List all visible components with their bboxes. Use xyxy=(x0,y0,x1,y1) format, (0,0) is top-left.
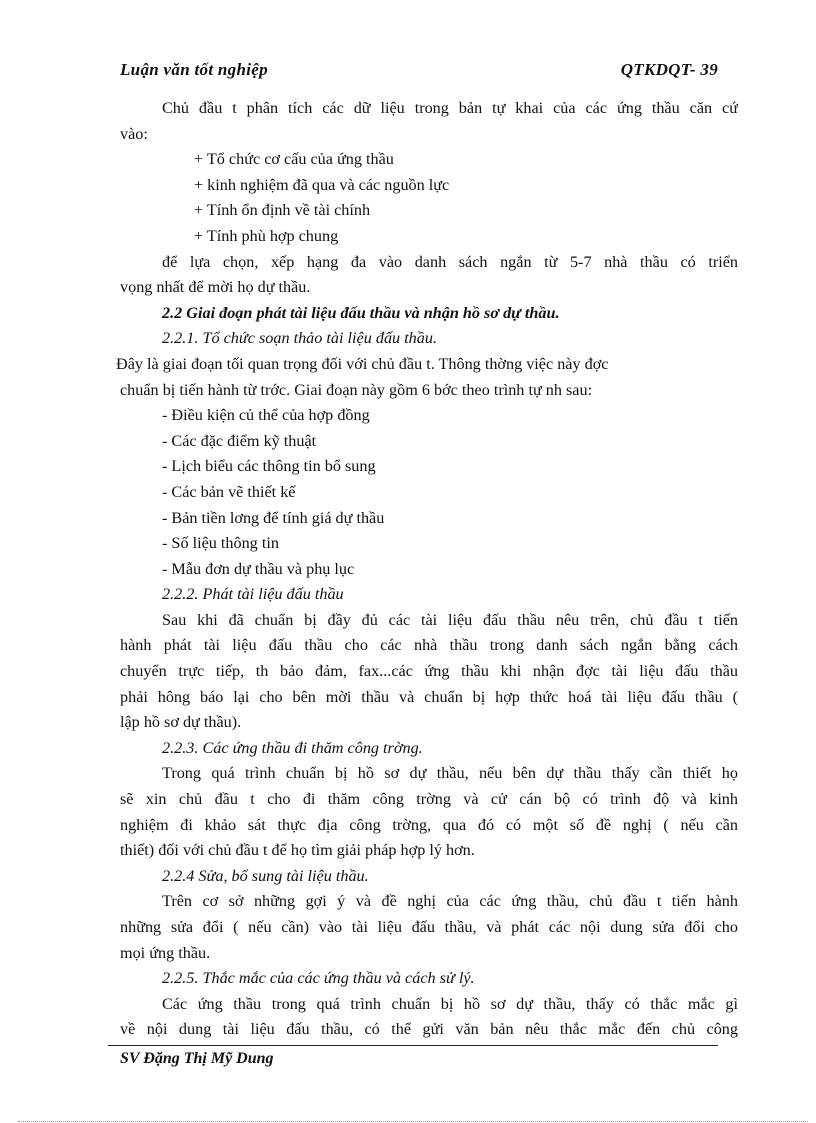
list-item: + Tính ổn định về tài chính xyxy=(194,201,371,220)
paragraph-line: sẽ xin chủ đầu t cho đi thăm công trờng và cử cán bộ có trình độ và kinh xyxy=(120,790,738,809)
footer-author: SV Đặng Thị Mỹ Dung xyxy=(120,1050,274,1067)
list-item: - Các đặc điểm kỹ thuật xyxy=(162,431,317,450)
page-bottom-divider xyxy=(18,1121,808,1122)
list-item: - Mẫu đơn dự thầu và phụ lục xyxy=(162,559,355,578)
list-item: - Các bản vẽ thiết kế xyxy=(162,482,296,501)
list-item: - Số liệu thông tin xyxy=(162,534,279,553)
subsection-heading: 2.2.5. Thắc mắc của các ứng thầu và cách sử lý. xyxy=(162,969,475,988)
paragraph-line: Đây là giai đoạn tối quan trọng đối với chủ đầu t. Thông thờng việc này đợc xyxy=(116,354,609,373)
paragraph-line: chuyển trực tiếp, th bảo đảm, fax...các ứng thầu khi nhận đợc tài liệu đấu thầu xyxy=(120,662,738,681)
header-title: Luận văn tốt nghiệp xyxy=(120,60,268,79)
paragraph-line: vọng nhất để mời họ dự thầu. xyxy=(120,278,311,297)
paragraph-line: phải hông báo lại cho bên mời thầu và chuẩn bị hợp thức hoá tài liệu đấu thầu ( xyxy=(120,687,738,706)
paragraph-line: những sửa đổi ( nếu cần) vào tài liệu đấu thầu, và phát các nội dung sửa đổi cho xyxy=(120,918,738,936)
paragraph-line: để lựa chọn, xếp hạng đa vào danh sách ngắn từ 5-7 nhà thầu có triển xyxy=(162,252,738,271)
section-heading: 2.2 Giai đoạn phát tài liệu đấu thầu và nhận hồ sơ dự thầu. xyxy=(162,303,560,322)
paragraph-line: Sau khi đã chuẩn bị đầy đủ các tài liệu đấu thầu nêu trên, chủ đầu t tiến xyxy=(162,610,738,629)
list-item: + Tính phù hợp chung xyxy=(194,226,339,245)
subsection-heading: 2.2.2. Phát tài liệu đấu thầu xyxy=(162,585,344,604)
paragraph-line: Trên cơ sở những gợi ý và đề nghị của các ứng thầu, chủ đầu t tiến hành xyxy=(162,892,738,911)
paragraph-line: Các ứng thầu trong quá trình chuẩn bị hồ sơ dự thầu, thấy có thắc mắc gì xyxy=(162,994,738,1013)
paragraph-line: hành phát tài liệu đấu thầu cho các nhà thầu trong danh sách ngắn bằng cách xyxy=(120,636,738,655)
paragraph-line: chuẩn bị tiến hành từ trớc. Giai đoạn này gồm 6 bớc theo trình tự nh sau: xyxy=(120,380,593,399)
subsection-heading: 2.2.1. Tổ chức soạn thảo tài liệu đấu thầu. xyxy=(162,329,438,348)
paragraph-line: lập hồ sơ dự thầu). xyxy=(120,713,242,732)
subsection-heading: 2.2.3. Các ứng thầu đi thăm công trờng. xyxy=(162,738,423,757)
paragraph-line: về nội dung tài liệu đấu thầu, có thể gửi văn bản nêu thắc mắc đến chủ công xyxy=(120,1020,738,1039)
list-item: + kinh nghiệm đã qua và các nguồn lực xyxy=(194,175,450,194)
header-page-code: QTKDQT- 39 xyxy=(620,60,718,79)
paragraph-line: vào: xyxy=(120,124,148,143)
paragraph-line: thiết) đối với chủ đầu t để họ tìm giải pháp hợp lý hơn. xyxy=(120,841,475,860)
page-header xyxy=(120,60,718,86)
paragraph-line: Chủ đầu t phân tích các dữ liệu trong bản tự khai của các ứng thầu căn cứ xyxy=(162,99,738,117)
list-item: + Tổ chức cơ cấu của ứng thầu xyxy=(194,150,394,169)
subsection-heading: 2.2.4 Sửa, bổ sung tài liệu thầu. xyxy=(162,866,369,885)
paragraph-line: nghiệm đi khảo sát thực địa công trờng, qua đó có một số đề nghị ( nếu cần xyxy=(120,815,738,834)
list-item: - Bản tiền lơng để tính giá dự thầu xyxy=(162,508,385,527)
document-body xyxy=(116,96,738,1043)
footer-divider xyxy=(108,1045,718,1046)
list-item: - Điều kiện củ thể của hợp đồng xyxy=(162,406,370,425)
paragraph-line: mọi ứng thầu. xyxy=(120,943,211,962)
paragraph-line: Trong quá trình chuẩn bị hồ sơ dự thầu, nếu bên dự thầu thấy cần thiết họ xyxy=(162,764,738,783)
list-item: - Lịch biểu các thông tin bổ sung xyxy=(162,457,376,476)
